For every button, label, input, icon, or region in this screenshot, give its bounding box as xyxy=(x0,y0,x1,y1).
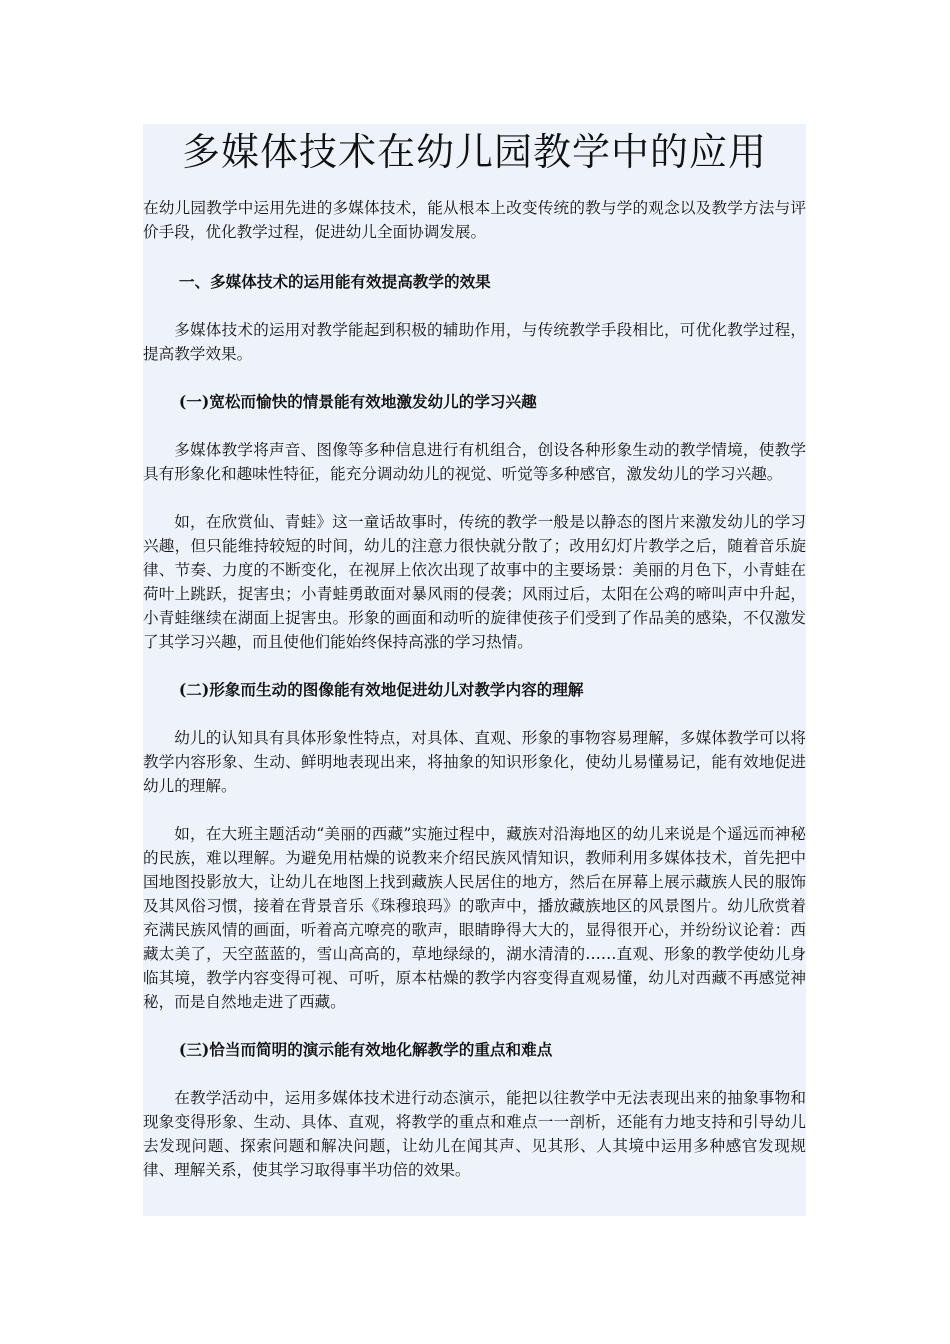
subsection-heading-2: (二)形象而生动的图像能有效地促进幼儿对教学内容的理解 xyxy=(178,680,584,699)
subsection-heading-1: (一)宽松而愉快的情景能有效地激发幼儿的学习兴趣 xyxy=(178,392,537,411)
document-body xyxy=(143,196,806,1182)
subsection-2-paragraph-2: 如，在大班主题活动“美丽的西藏”实施过程中，藏族对沿海地区的幼儿来说是个遥远而神秘的民族，难以理解。为避免用枯燥的说教来介绍民族风情知识，教师利用多媒体技术，首先把中国地图投影放大，让幼儿在地图上找到藏族人民居住的地方，然后在屏幕上展示藏族人民的服饰及其风俗习惯，接着在背景音乐《珠穆琅玛》的歌声中，播放藏族地区的风景图片。幼儿欣赏着充满民族风情的画面，听着高亢嘹亮的歌声，眼睛睁得大大的，显得很开心，并纷纷议论着：西藏太美了，天空蓝蓝的，雪山高高的，草地绿绿的，湖水清清的……直观、形象的教学使幼儿身临其境，教学内容变得可视、可听，原本枯燥的教学内容变得直观易懂，幼儿对西藏不再感觉神秘，而是自然地走进了西藏。 xyxy=(143,825,806,1011)
document-title: 多媒体技术在幼儿园教学中的应用 xyxy=(181,130,767,174)
intro-paragraph: 在幼儿园教学中运用先进的多媒体技术，能从根本上改变传统的教与学的观念以及教学方法与评价手段，优化教学过程，促进幼儿全面协调发展。 xyxy=(143,199,806,241)
subsection-2-paragraph-1: 幼儿的认知具有具体形象性特点，对具体、直观、形象的事物容易理解，多媒体教学可以将教学内容形象、生动、鲜明地表现出来，将抽象的知识形象化，使幼儿易懂易记，能有效地促进幼儿的理解。 xyxy=(143,729,806,795)
subsection-1-paragraph-1: 多媒体教学将声音、图像等多种信息进行有机组合，创设各种形象生动的教学情境，使教学具有形象化和趣味性特征，能充分调动幼儿的视觉、听觉等多种感官，激发幼儿的学习兴趣。 xyxy=(143,441,806,483)
section-heading-1: 一、多媒体技术的运用能有效提高教学的效果 xyxy=(178,272,491,291)
subsection-heading-3: (三)恰当而简明的演示能有效地化解教学的重点和难点 xyxy=(178,1040,553,1059)
subsection-1-paragraph-2: 如，在欣赏仙、青蛙》这一童话故事时，传统的教学一般是以静态的图片来激发幼儿的学习兴趣，但只能维持较短的时间，幼儿的注意力很快就分散了；改用幻灯片教学之后，随着音乐旋律、节奏、力度的不断变化，在视屏上依次出现了故事中的主要场景：美丽的月色下，小青蛙在荷叶上跳跃，捉害虫；小青蛙勇敢面对暴风雨的侵袭；风雨过后，太阳在公鸡的啼叫声中升起，小青蛙继续在湖面上捉害虫。形象的画面和动听的旋律使孩子们受到了作品美的感染，不仅激发了其学习兴趣，而且使他们能始终保持高涨的学习热情。 xyxy=(143,513,806,651)
subsection-3-paragraph-1: 在教学活动中，运用多媒体技术进行动态演示，能把以往教学中无法表现出来的抽象事物和现象变得形象、生动、具体、直观，将教学的重点和难点一一剖析，还能有力地支持和引导幼儿去发现问题、探索问题和解决问题，让幼儿在闻其声、见其形、人其境中运用多种感官发现规律、理解关系，使其学习取得事半功倍的效果。 xyxy=(143,1089,806,1179)
section-1-paragraph: 多媒体技术的运用对教学能起到积极的辅助作用，与传统教学手段相比，可优化教学过程，提高教学效果。 xyxy=(143,321,806,363)
